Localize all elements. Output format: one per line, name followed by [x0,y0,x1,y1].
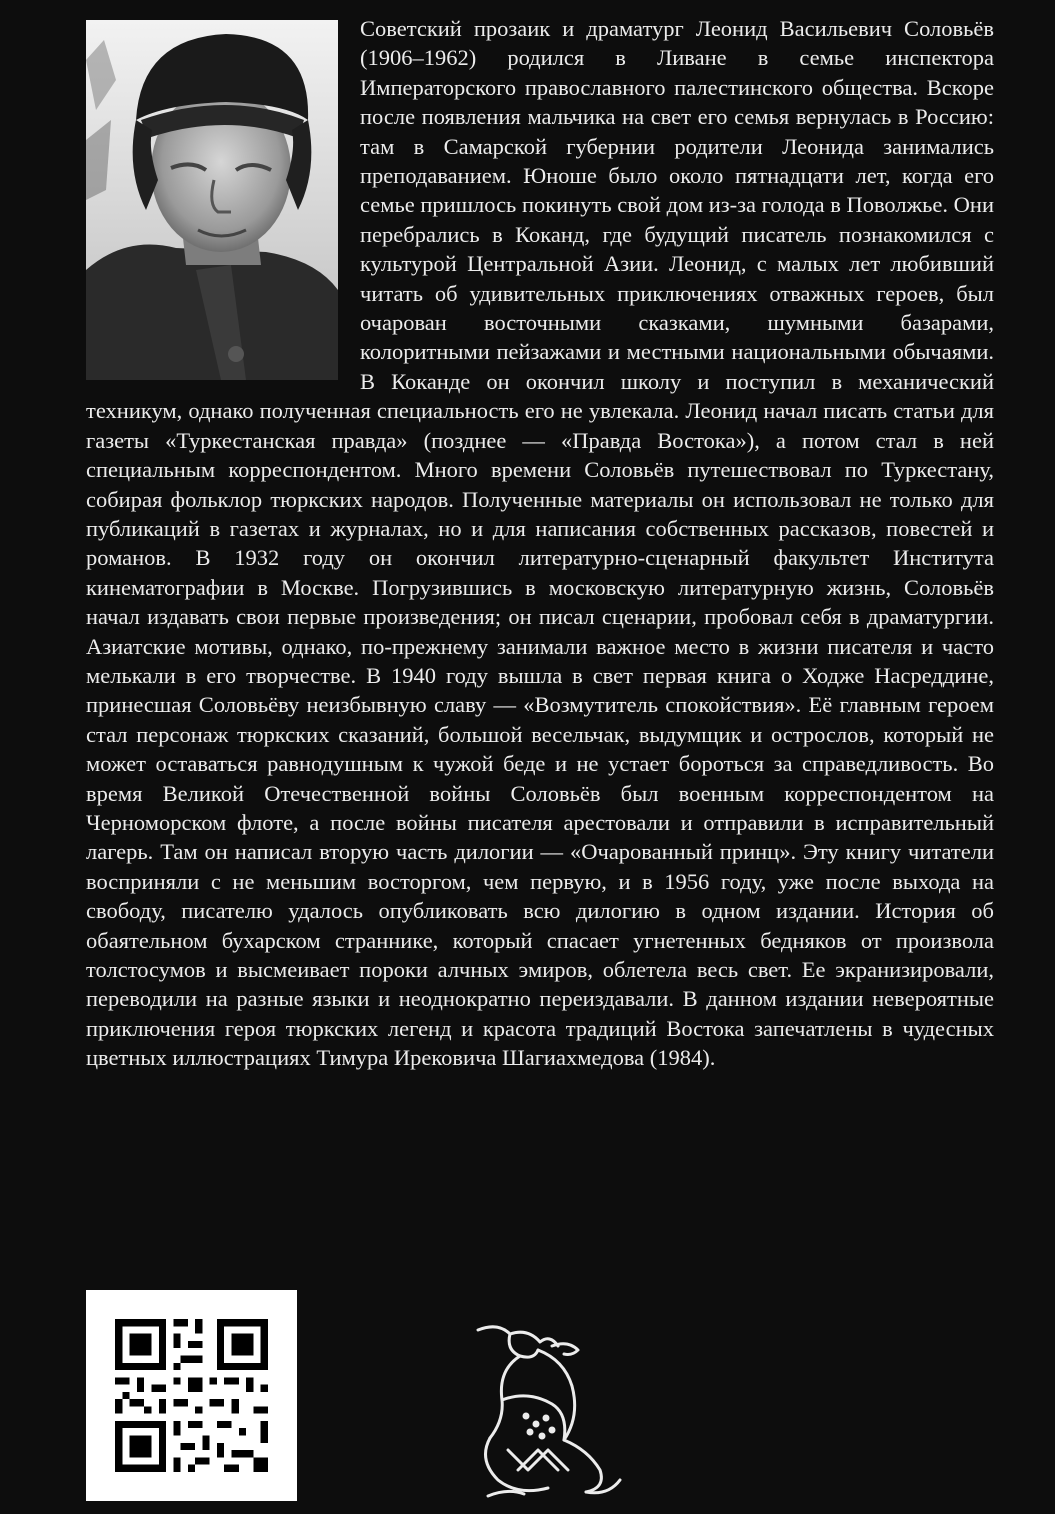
annotation-text: Советский прозаик и драматург Леонид Васильевич Соловьёв (1906–1962) родился в Ливане в семье инспектора Императорского православного палестинского общества. Вскоре после появления мальчика на свет его семья вернулась в Россию: там в Самарской губернии родители Леонида занимались преподаванием. Юноше было около пятнадцати лет, когда его семье пришлось покинуть свой дом из-за голода в Поволжье. Они перебрались в Коканд, где будущий писатель познакомился с культурой Центральной Азии. Леонид, с малых лет любивший читать об удивительных приключениях отважных героев, был очарован восточными сказками, шумными базарами, колоритными пейзажами и местными национальными обычаями. В Коканде он окончил школу и поступил в механический техникум, однако полученная специальность его не увлекала. Леонид начал писать статьи для газеты «Туркестанская правда» (позднее — «Правда Востока»), а потом стал в ней специальным корреспондентом. Много времени Соловьёв путешествовал по Туркестану, собирая фольклор тюркских народов. Полученные материалы он использовал не только для публикаций в газетах и журналах, но и для написания собственных рассказов, повестей и романов. В 1932 году он окончил литературно-сценарный факультет Института кинематографии в Москве. Погрузившись в московскую литературную жизнь, Соловьёв начал издавать свои первые произведения; он писал сценарии, пробовал себя в драматургии. Азиатские мотивы, однако, по-прежнему занимали важное место в жизни писателя и часто мелькали в его творчестве. В 1940 году вышла в свет первая книга о Ходже Насреддине, принесшая Соловьёву неизбывную славу — «Возмутитель спокойствия». Её главным героем стал персонаж тюркских сказаний, большой весельчак, выдумщик и острослов, который не может оставаться равнодушным к чужой беде и не устает бороться за справедливость. Во время Великой Отечественной войны Соловьёв был военным корреспондентом на Черноморском флоте, а после войны писателя арестовали и отправили в исправительный лагерь. Там он написал вторую часть дилогии — «Очарованный принц». Эту книгу читатели восприняли с не меньшим восторгом, чем первую, и в 1956 году, уже после выхода на свободу, писателю удалось опубликовать всю дилогию в одном издании. История об обаятельном бухарском страннике, который спасает угнетенных бедняков от произвола толстосумов и высмеивает пороки алчных эмиров, облетела весь свет. Ее экранизировали, переводили на разные языки и неоднократно переиздавали. В данном издании невероятные приключения героя тюркских легенд и красота традиций Востока запечатлены в чудесных цветных иллюстрациях Тимура Ирековича Шагиахмедова (1984). [86,16,994,1071]
qr-code[interactable] [86,1290,297,1501]
author-annotation [86,14,994,1073]
author-portrait [86,20,338,380]
dragon-publisher-logo-icon [468,1320,628,1500]
